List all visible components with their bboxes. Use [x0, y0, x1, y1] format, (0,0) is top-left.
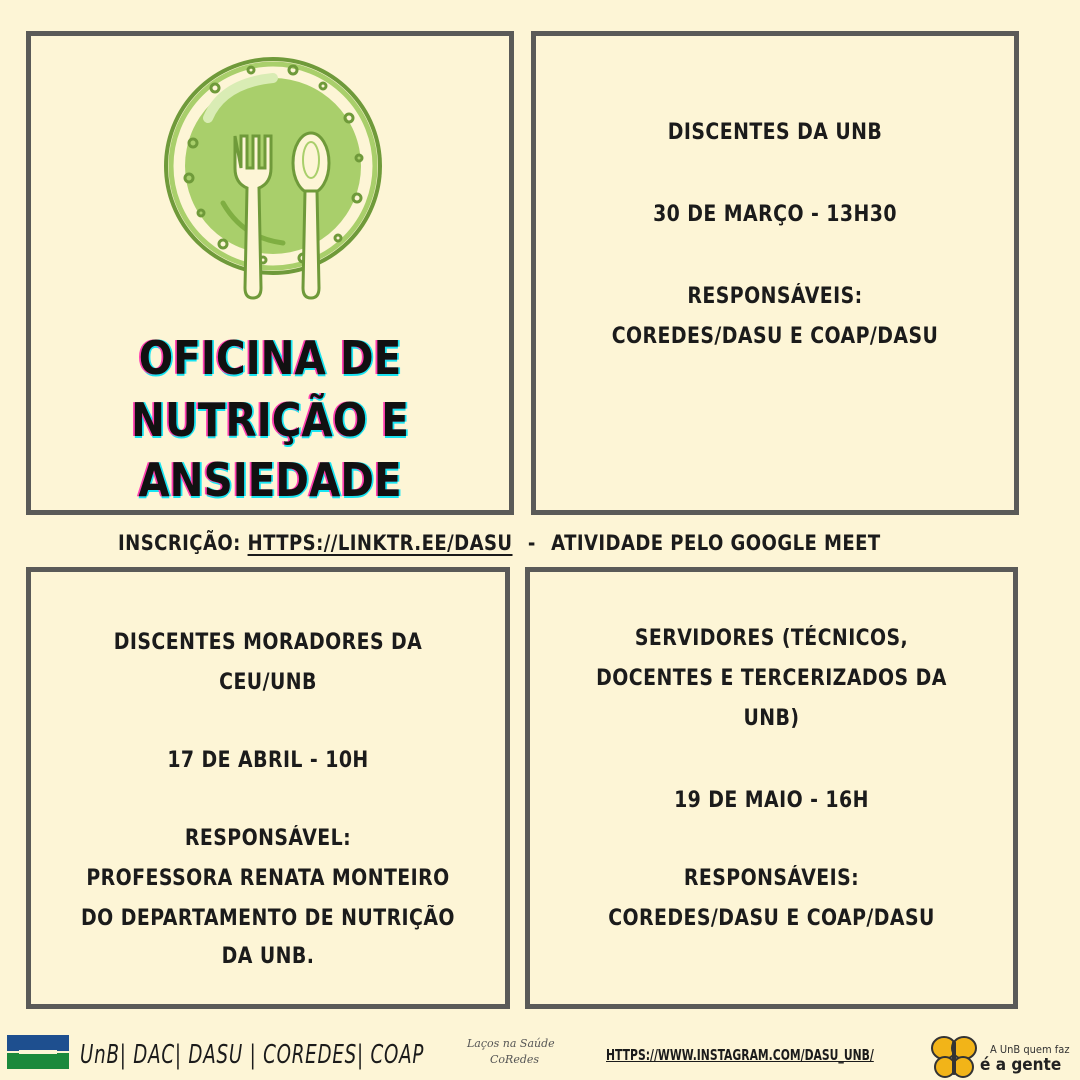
registration-line [0, 528, 1080, 558]
responsible-line-3: DA UNB. [221, 944, 315, 969]
footer-organizations: UnB| DAC| DASU | COREDES| COAP [80, 1040, 425, 1070]
title-line-2: NUTRIÇÃO E [131, 393, 409, 447]
meet-note: ATIVIDADE PELO GOOGLE MEET [551, 531, 881, 555]
registration-link[interactable]: HTTPS://LINKTR.EE/DASU [247, 531, 513, 555]
butterfly-logo-icon [930, 1035, 978, 1079]
session-date: 30 DE MARÇO - 13H30 [653, 202, 897, 227]
audience-line-1: SERVIDORES (TÉCNICOS, [634, 626, 909, 651]
session-date: 17 DE ABRIL - 10H [167, 748, 369, 773]
audience: DISCENTES DA UNB [667, 120, 883, 145]
plate-icon [153, 48, 393, 308]
separator: - [527, 531, 536, 555]
unb-flag-icon [7, 1035, 69, 1069]
responsible-value: COREDES/DASU E COAP/DASU [611, 324, 939, 349]
responsible-label: RESPONSÁVEL: [184, 826, 352, 851]
title-line-3: ANSIEDADE [138, 453, 402, 507]
responsible-line-1: PROFESSORA RENATA MONTEIRO [86, 866, 450, 891]
brand-tagline-big: é a gente [980, 1055, 1062, 1075]
title-line-1: OFICINA DE [138, 331, 402, 385]
audience-line-3: UNB) [743, 706, 800, 731]
signature-line-2: CoRedes [490, 1053, 540, 1066]
responsible-value: COREDES/DASU E COAP/DASU [608, 906, 935, 931]
session-card-2 [26, 567, 510, 1009]
responsible-label: RESPONSÁVEIS: [687, 284, 863, 309]
session-date: 19 DE MAIO - 16H [674, 788, 869, 813]
audience-line-2: CEU/UNB [219, 670, 317, 695]
responsible-label: RESPONSÁVEIS: [683, 866, 860, 891]
brand-tagline-small: A UnB quem faz [990, 1043, 1070, 1056]
instagram-link[interactable]: HTTPS://WWW.INSTAGRAM.COM/DASU_UNB/ [606, 1046, 874, 1064]
session-card-3 [525, 567, 1018, 1009]
title-card [26, 31, 514, 515]
audience-line-2: DOCENTES E TERCERIZADOS DA [596, 666, 947, 691]
registration-label: INSCRIÇÃO: [118, 531, 241, 555]
responsible-line-2: DO DEPARTAMENTO DE NUTRIÇÃO [81, 906, 455, 931]
session-card-1 [531, 31, 1019, 515]
audience-line-1: DISCENTES MORADORES DA [113, 630, 423, 655]
signature-line-1: Laços na Saúde [467, 1037, 555, 1050]
